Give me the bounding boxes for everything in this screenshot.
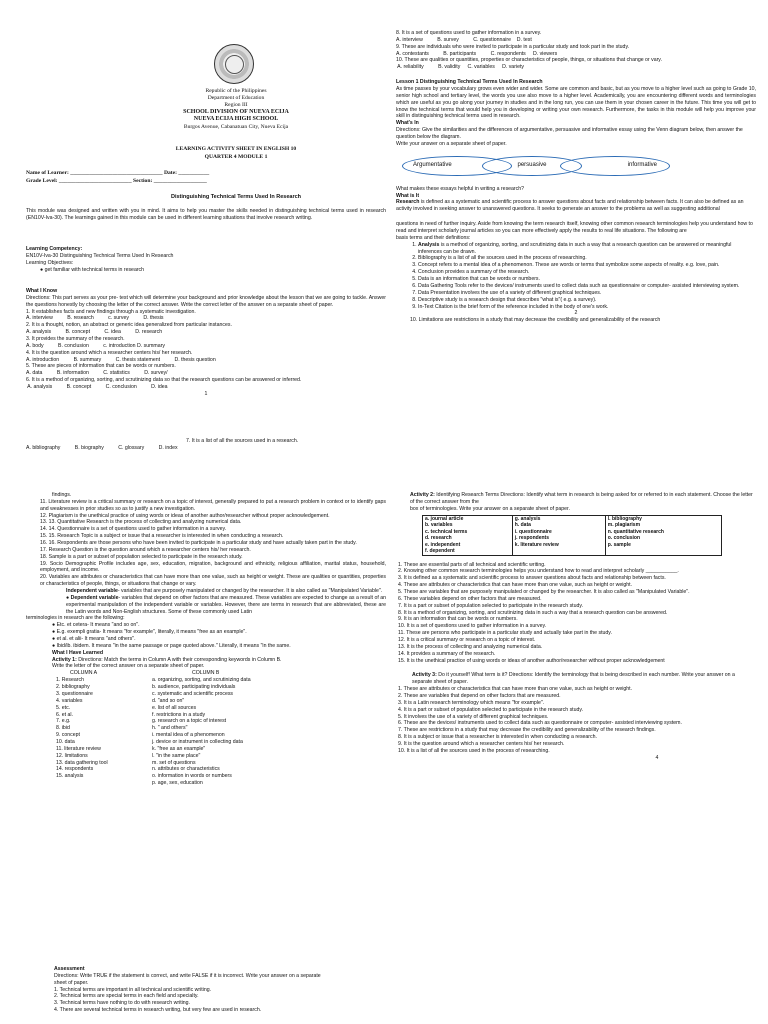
deped-seal-icon	[214, 44, 254, 84]
page-number: 1	[204, 390, 208, 397]
pretest-options: A. body B. conclusion c. introduction D. summary	[26, 342, 165, 349]
list-item: 2. Bibliography is a list of all the sources used in the process of researching.	[418, 255, 756, 262]
activity-2: Activity 2: Identifying Research Terms Directions: Identify what term in research is being asked for or referred to in each statement. Choose the letter of the correct answer from the box of terminologies. Write your answer on a separate sheet of paper.	[410, 492, 753, 512]
list-item: 17. Research Question is the question around which a researcher centers his/ her research.	[40, 546, 251, 553]
list-item: 16. 16. Respondents are those persons who have been invited to participate in a particular study and have actually taken part in the study.	[40, 540, 357, 547]
intro-paragraph: This module was designed and written with you in mind. It aims to help you master the skills needed in distinguishing technical terms used in research (EN10V-Iva-30). The learnings gained in this module can be used in different learning situations that involve research writing.	[26, 208, 386, 221]
pretest-options: A. introduction B. summary C. thesis statement D. thesis question	[26, 356, 216, 363]
activity-1: What I Have Learned Activity 1: Directions: Match the terms in Column A with their corresponding keywords in Column B. Write the letter of the correct answer on a separate sheet of paper.	[52, 649, 282, 670]
list-item: 6. Data Gathering Tools refer to the devices/ instruments used to collect data such as questionnaire or computer- assisted interviewing system.	[418, 283, 756, 290]
list-item: 20. Variables are attributes or characteristics that can have more than one value, such as height or weight. These are qualities or quantities, properties or characteristics of people, things, or situations that change or vary.	[40, 574, 386, 588]
list-item: 14. 14. Questionnaire is a set of questions used to gather information in a survey.	[40, 526, 227, 533]
page-number: 4	[655, 754, 659, 761]
pretest-item-7: 7. It is a list of all the sources used in a research. A. bibliography B. biography C. glossary D. index	[26, 438, 299, 451]
lesson-section: Lesson 1 Distinguishing Technical Terms Used In Research As time passes by your vocabulary grows even wider and wider. Some are common and basic, but as you move to a higher level such as going to Grade 10, senior high school and tertiary level, the words you use also move to a higher level. Academically, you are encountering different words and terminologies which are useful as you go along your journey in studies and in the long run, you can use them in your chosen career in the future. This time you will get to know the technical terms that would help you in developing or writing your own research. Furthermore, the tasks in this module will help you improve your skill in distinguishing technical terms used in research. What's In Directions: Give the similarities and the differences of argumentative, persuasive and informative essay using the Venn diagram below, then answer the question below the diagram. Write your answer on a separate sheet of paper.	[396, 79, 756, 147]
list-item: 15. 15. Research Topic is a subject or issue that a researcher is interested in when conducting a research.	[40, 533, 284, 540]
module-title: Distinguishing Technical Terms Used In Research	[171, 194, 301, 200]
list-item: 9. In-Text Citation is the brief form of the reference included in the body of one's work.	[418, 304, 756, 311]
pretest-options: A. data B. information C. statistics D. survey/	[26, 370, 168, 377]
venn-diagram	[396, 154, 676, 180]
pretest-item: 1. It establishes facts and new findings through a systematic investigation.	[26, 308, 196, 315]
what-is-it-section: What makes these essays helpful in writing a research? What is It Research is defined as a systematic and scientific process to answer questions about facts and relationship between facts. It can also be defined as an activity involved in seeking answer to unanswered questions. It seeks to generate an answer to the problems as well as suggesting additional questions in need of further inquiry. Aside from knowing the term research itself, knowing other common research terminologies help you understand how to read and interpret scholarly journal articles so you can more effectively apply the results to real life situations. The following are basis terms and their definitions: 1. Analysis is a method of organizing, sorting, and scrutinizing data in such a way that a research question can be answered or meaningful inferences can be drawn. 2. Bibliography is a list of all the sources used in the process of researching. 3. Concept refers to a mental idea of a phenomenon. These are words or terms that symbolize some aspects of reality. e.g. love, pain. 4. Conclusion provides a summary of the research. 5. Data is an information that can be words or numbers. 6. Data Gathering Tools refer to the devices/ instruments used to collect data such as questionnaire or computer- assisted interviewing system. 7. Data Presentation involves the use of a variety of different graphical techniques. 8. Descriptive study is a research design that describes "what is"( e.g. a survey). 9. In-Text Citation is the brief form of the reference included in the body of one's work. 2 10. Limitations are restrictions in a study that may decrease the credibility and generalizability of the research	[396, 186, 756, 324]
pretest-options: A. analysis B. concept C. conclusion D. idea	[26, 384, 168, 391]
what-i-know-section: What I Know Directions: This part serves as your pre- test which will determine your background and prior knowledge about the lesson that we are going to tackle. Answer the questions honestly by choosing the letter of the correct answer. Write the correct letter of the answer on a separate sheet of paper. 1. It establishes facts and new findings through a systematic investigation. A. interview B. research c. survey D. thesis 2. It is a thought, notion, an abstract or generic idea generalized from particular instances. A. analysis B. concept C. idea D. research 3. It provides the summary of the research. A. body B. conclusion c. introduction D. summary 4. It is the question around which a researcher centers his/ her research. A. introduction B. summary C. thesis statement D. thesis question 5. These are pieces of information that can be words or numbers. A. data B. information C. statistics D. survey/ 6. It is a method of organizing, sorting, and scrutinizing data so that the research questions can be answered or inferred. A. analysis B. concept C. conclusion D. idea 1	[26, 288, 386, 397]
learner-fields	[26, 170, 386, 185]
letterhead: Republic of the Philippines Department of Education Region III SCHOOL DIVISION OF NUEVA ECIJA NUEVA ECIJA HIGH SCHOOL Burgos Avenue, Cabanatuan City, Nueva Ecija	[183, 88, 289, 130]
list-item: 1. Analysis is a method of organizing, sorting, and scrutinizing data in such a way that a research question can be answered or meaningful inferences can be drawn.	[418, 242, 756, 256]
list-item: 11. Literature review is a critical summary or research on a topic of interest, generally prepared to put a research problem in context or to identify gaps and weaknesses in prior studies so as to justify a new investigation.	[40, 498, 386, 512]
pretest-item: 2. It is a thought, notion, an abstract or generic idea generalized from particular instances.	[26, 322, 232, 329]
column-a: COLUMN A 1. Research 2. bibliography 3. questionnaire 4. variables 5. etc. 6. et al. 7. e.g. 8. ibid 9. concept 10. data 11. literature review 12. limitations 13. data gathering tool 14. respondents 15. analysis	[56, 670, 108, 780]
page-number: 2	[574, 310, 578, 317]
page-1	[26, 22, 386, 472]
latin-terms: ● Etc. et cetera- It means "and so on". ● E.g. exempli gratia- It means "for example", literally, it means "free as an example". ● et al. et alii- It means "and others". ● Ibid/ib. ibidem. It means "in the same passage or page quoted above." Literally, it means "in the same.	[52, 622, 291, 649]
list-item: 4. Conclusion provides a summary of the research.	[418, 269, 756, 276]
list-item: 7. Data Presentation involves the use of a variety of different graphical techniques.	[418, 290, 756, 297]
name-field[interactable]: Name of Learner: _________________________________ Date: ___________	[26, 170, 210, 176]
competency-section: Learning Competency: EN10V-Iva-30 Distinguishing Technical Terms Used In Research Learning Objectives: ● get familiar with technical terms in research	[26, 246, 174, 273]
list-item: 5. Data is an information that can be words or numbers.	[418, 276, 756, 283]
page-4	[396, 492, 756, 762]
page-3: findings. 11. Literature review is a critical summary or research on a topic of interest, generally prepared to put a research problem in context or to identify gaps and weaknesses in prior studies so as to justify a new investigation. 12. Plagiarism is the unethical practice of using words or ideas of another author/researcher without proper acknowledgement. 13. 13. Quantitative Research is the process of collecting and analyzing numerical data. 14. 14. Questionnaire is a set of questions used to gather information in a survey. 15. 15. Research Topic is a subject or issue that a researcher is interested in when conducting a research. 16. 16. Respondents are those persons who have been invited to participate in a particular study and have actually taken part in the study. 17. Research Question is the question around which a researcher centers his/ her research. 18. Sample is a part or subset of population selected to participate in the research study. 19. Socio Demographic Profile includes age, sex, education, migration, background and ethnicity, religious affiliation, marital status, household, employment, and income. 20. Variables are attributes or characteristics that can have more than one value, such as height or weight. These are qualities or quantities, properties or characteristics of people, things, or situations that change or vary. Independent variable- variables that are purposely manipulated or changed by the researcher. It is also called as "Manipulated Variable". ● Dependent variable- variables that depend on other factors that are measured. These variables are expected to change as a result of an experimental manipulation of the independent variable or variables. However, there are terms in research that are abbreviated, these are the Latin words and Non-English structures. Some of these commonly used Latin terminologies in research are the following: ● Etc. et cetera- It means "and so on". ● E.g. exempli gratia- It means "for example", literally, it means "free as an example". ● et al. et alii- It means "and others". ● Ibid/ib. ibidem. It means "in the same passage or page quoted above." Literally, it means "in the same. What I Have Learned Activity 1: Directions: Match the terms in Column A with their corresponding keywords in Column B. Write the letter of the correct answer on a separate sheet of paper. COLUMN A 1. Research 2. bibliography 3. questionnaire 4. variables 5. etc. 6. et al. 7. e.g. 8. ibid 9. concept 10. data 11. literature review 12. limitations 13. data gathering tool 14. respondents 15. analysis COLUMN B a. organizing, sorting, and scrutinizing data b. audience, participating individuals c. systematic and scientific process d. "and so on" e. list of all sources f. restrictions in a study g. research on a topic of interest h. " and others" i. mental idea of a phenomenon j. device or instrument in collecting data k. "free as an example" l. "in the same place" m. set of questions n. attributes or characteristics o. information in words or numbers p. age, sex, education	[26, 492, 386, 787]
list-item: 12. Plagiarism is the unethical practice of using words or ideas of another author/researcher without proper acknowledgement.	[40, 512, 330, 519]
matching-columns	[26, 670, 386, 787]
pretest-continued: 8. It is a set of questions used to gather information in a survey. A. interview B. survey C. questionnaire D. test 9. These are individuals who were invited to participate in a particular study and took part in the study. A. contestants B. participants C. respondents D. viewers 10. These are qualities or quantities, properties or characteristics of people, things, or situations that change or vary. A. reliability B. validity C. variables D. variety	[396, 30, 662, 71]
list-item: 19. Socio Demographic Profile includes age, sex, education, migration, background and ethnicity, religious affiliation, marital status, household, employment, and income.	[40, 560, 386, 574]
list-item: 3. Concept refers to a mental idea of a phenomenon. These are words or terms that symbolize some aspects of reality. e.g. love, pain.	[418, 262, 756, 269]
pretest-item: 5. These are pieces of information that can be words or numbers.	[26, 363, 176, 370]
pretest-options: A. interview B. research c. survey D. thesis	[26, 315, 164, 322]
activity-3: Activity 3: Do it yourself! What term is it? Directions: Identify the terminology that is being described in each number. Write your answer on a separate sheet of paper. 1. These are attributes or characteristics that can have more than one value, such as height or weight. 2. These are variables that depend on other factors that are measured. 3. It is a Latin research terminology which means "for example". 4. It is a part or subset of population selected to participate in the research study. 5. It involves the use of a variety of different graphical techniques. 6. These are the devices/ instruments used to collect data such as questionnaire or computer- assisted interviewing system. 7. These are restrictions in a study that may decrease the credibility and generalizability of the research findings. 8. It is a subject or issue that a researcher is interested in when conducting a research. 9. It is the question around which a researcher centers his/ her research. 10. It is a list of all the sources used in the process of researching. 4	[396, 672, 756, 761]
pretest-options: A. analysis B. concept C. idea D. research	[26, 329, 163, 336]
list-item: 13. 13. Quantitative Research is the process of collecting and analyzing numerical data.	[40, 519, 242, 526]
list-item: 8. Descriptive study is a research design that describes "what is"( e.g. a survey).	[418, 297, 756, 304]
sheet-title: LEARNING ACTIVITY SHEET IN ENGLISH 10 QUARTER 4 MODULE 1	[175, 146, 297, 160]
pretest-item: 4. It is the question around which a researcher centers his/ her research.	[26, 349, 193, 356]
venn-persuasive: persuasive	[482, 156, 582, 176]
venn-argumentative: Argumentative	[402, 156, 512, 176]
pretest-item: 3. It provides the summary of the research.	[26, 336, 125, 343]
activity-2-items: 1. These are essential parts of all technical and scientific writing. 2. Knowing other common research terminologies helps you understand how to read and interpret scholarly ___________. 3. It is defined as a systematic and scientific process to answer questions about facts and relationship between facts. 4. These are attributes or characteristics that can have more than one value, such as height or weight. 5. These are variables that are purposely manipulated or changed by the researcher. It is also called as "Manipulated Variable". 6. These variables depend on other factors that are measured. 7. It is a part or subset of population selected to participate in the research study. 8. It is a method of organizing, sorting, and scrutinizing data in such a way that a research question can be answered. 9. It is an information that can be words or numbers. 10. It is a set of questions used to gather information in a survey. 11. These are persons who participate in a particular study and actually take part in the study. 12. It is a critical summary or research on a topic of interest. 13. It is the process of collecting and analyzing numerical data. 14. It provides a summary of the research. 15. It is the unethical practice of using words or ideas of another author/researcher without proper acknowledgement	[398, 561, 690, 664]
terms-box: a. journal article g. analysis l. bibliography b. variables h. data m. plagiarism c. technical terms i. questionnaire n. quantitative research d. research j. respondents o. conclusion e. independent k. literature review p. sample f. dependent	[422, 515, 722, 556]
venn-informative: informative	[560, 156, 670, 176]
definitions-list	[396, 242, 756, 311]
pretest-item: 6. It is a method of organizing, sorting, and scrutinizing data so that the research questions can be answered or inferred.	[26, 377, 302, 384]
grade-field[interactable]: Grade Level: __________________________ Section: ___________________	[26, 177, 207, 184]
list-item: 18. Sample is a part or subset of population selected to participate in the research study.	[40, 553, 243, 560]
page-2	[396, 30, 756, 324]
column-b: COLUMN B a. organizing, sorting, and scrutinizing data b. audience, participating individuals c. systematic and scientific process d. "and so on" e. list of all sources f. restrictions in a study g. research on a topic of interest h. " and others" i. mental idea of a phenomenon j. device or instrument in collecting data k. "free as an example" l. "in the same place" m. set of questions n. attributes or characteristics o. information in words or numbers p. age, sex, education	[152, 670, 251, 787]
definitions-continued: 11. Literature review is a critical summary or research on a topic of interest, generally prepared to put a research problem in context or to identify gaps and weaknesses in prior studies so as to justify a new investigation. 12. Plagiarism is the unethical practice of using words or ideas of another author/researcher without proper acknowledgement. 13. 13. Quantitative Research is the process of collecting and analyzing numerical data. 14. 14. Questionnaire is a set of questions used to gather information in a survey. 15. 15. Research Topic is a subject or issue that a researcher is interested in when conducting a research. 16. 16. Respondents are those persons who have been invited to participate in a particular study and have actually taken part in the study. 17. Research Question is the question around which a researcher centers his/ her research. 18. Sample is a part or subset of population selected to participate in the research study. 19. Socio Demographic Profile includes age, sex, education, migration, background and ethnicity, religious affiliation, marital status, household, employment, and income. 20. Variables are attributes or characteristics that can have more than one value, such as height or weight. These are qualities or quantities, properties or characteristics of people, things, or situations that change or vary. Independent variable- variables that are purposely manipulated or changed by the researcher. It is also called as "Manipulated Variable". ● Dependent variable- variables that depend on other factors that are measured. These variables are expected to change as a result of an experimental manipulation of the independent variable or variables. However, there are terms in research that are abbreviated, these are the Latin words and Non-English structures. Some of these commonly used Latin	[40, 498, 386, 615]
page-5: Assessment Directions: Write TRUE if the statement is correct, and write FALSE if it is incorrect. Write your answer on a separate sheet of paper. 1. Technical terms are important in all technical and scientific writing. 2. Technical terms are special terms in each field and specialty. 3. Technical terms have nothing to do with research writing. 4. There are several technical terms in research writing, but very few are used in research.	[54, 966, 321, 1014]
